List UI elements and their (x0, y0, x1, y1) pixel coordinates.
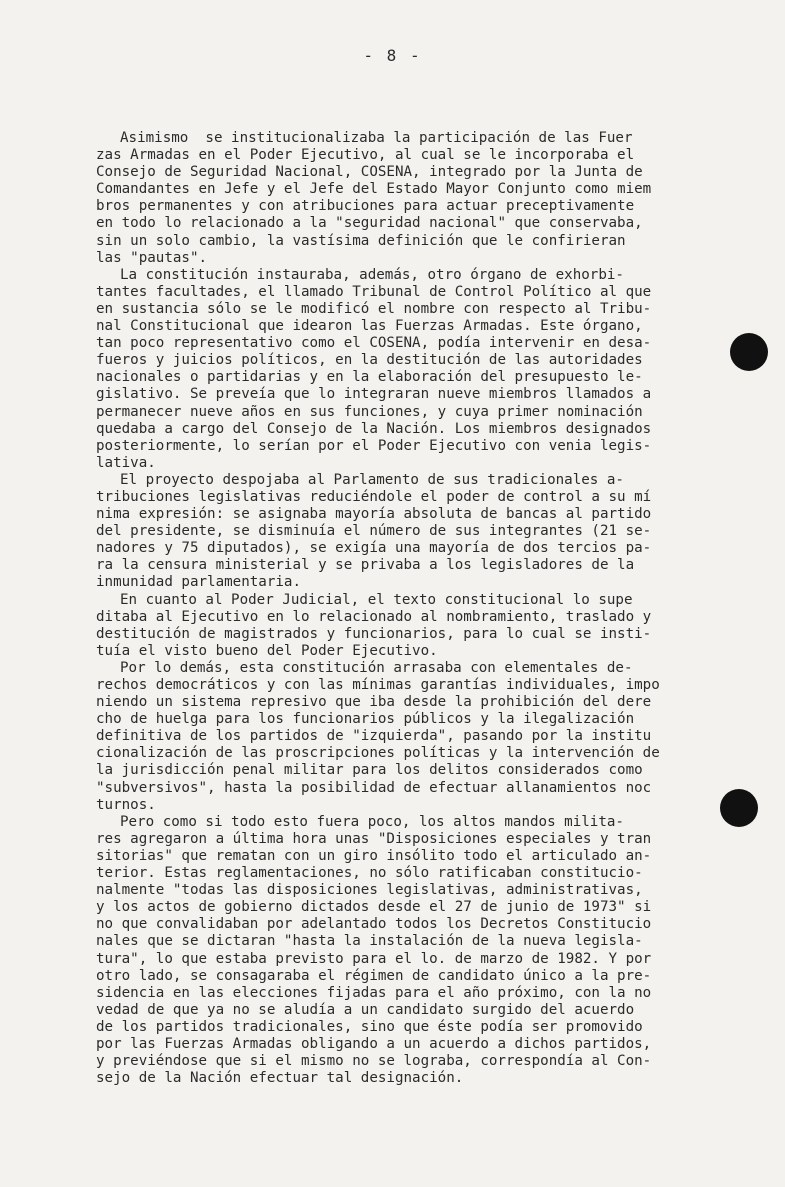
text-line: "subversivos", hasta la posibilidad de efectuar allanamientos noc (96, 779, 652, 796)
text-line: nadores y 75 diputados), se exigía una mayoría de dos tercios pa- (96, 540, 652, 557)
body-text (96, 130, 736, 1087)
text-line: rechos democráticos y con las mínimas garantías individuales, impo (96, 677, 660, 693)
text-line: nacionales o partidarias y en la elaboración del presupuesto le- (96, 369, 643, 386)
text-line: la jurisdicción penal militar para los delitos considerados como (96, 762, 643, 779)
text-line: ra la censura ministerial y se privaba a los legisladores de la (96, 557, 635, 574)
text-line: nima expresión: se asignaba mayoría absoluta de bancas al partido (96, 506, 652, 523)
text-line: sitorias" que rematan con un giro insólito todo el articulado an- (96, 847, 652, 864)
text-line: otro lado, se consagaraba el régimen de candidato único a la pre- (96, 967, 652, 984)
text-line: nal Constitucional que idearon las Fuerzas Armadas. Este órgano, (96, 318, 643, 335)
text-line: sin un solo cambio, la vastísima definición que le confirieran (96, 232, 626, 249)
text-line: nales que se dictaran "hasta la instalación de la nueva legisla- (96, 933, 643, 950)
text-line: vedad de que ya no se aludía a un candidato surgido del acuerdo (96, 1001, 635, 1018)
text-line: La constitución instauraba, además, otro órgano de exhorbi- (120, 266, 624, 283)
text-line: Asimismo se institucionalizaba la participación de las Fuer (120, 130, 633, 146)
text-line: ditaba al Ejecutivo en lo relacionado al nombramiento, traslado y (96, 608, 652, 625)
text-line: de los partidos tradicionales, sino que éste podía ser promovido (96, 1018, 643, 1035)
text-line: terior. Estas reglamentaciones, no sólo ratificaban constitucio- (96, 865, 643, 882)
text-line: bros permanentes y con atribuciones para actuar preceptivamente (96, 198, 635, 215)
page-number: - 8 - (363, 46, 422, 65)
text-line: y previéndose que si el mismo no se lograba, correspondía al Con- (96, 1053, 652, 1070)
text-line: tuía el visto bueno del Poder Ejecutivo. (96, 642, 438, 659)
text-line: El proyecto despojaba al Parlamento de sus tradicionales a- (120, 471, 624, 488)
text-line: y los actos de gobierno dictados desde el 27 de junio de 1973" si (96, 899, 652, 916)
text-line: quedaba a cargo del Consejo de la Nación. Los miembros designados (96, 420, 652, 437)
text-line: en sustancia sólo se le modificó el nombre con respecto al Tribu- (96, 300, 652, 317)
text-line: Consejo de Seguridad Nacional, COSENA, integrado por la Junta de (96, 164, 643, 181)
text-line: tantes facultades, el llamado Tribunal de Control Político al que (96, 283, 652, 300)
text-line: fueros y juicios políticos, en la destitución de las autoridades (96, 352, 643, 369)
text-line: zas Armadas en el Poder Ejecutivo, al cual se le incorporaba el (96, 147, 635, 164)
text-line: nalmente "todas las disposiciones legislativas, administrativas, (96, 882, 643, 899)
text-line: Comandantes en Jefe y el Jefe del Estado Mayor Conjunto como miem (96, 181, 652, 198)
text-line: posteriormente, lo serían por el Poder Ejecutivo con venia legis- (96, 437, 652, 454)
text-line: no que convalidaban por adelantado todos los Decretos Constitucio (96, 916, 652, 933)
text-line: niendo un sistema represivo que iba desde la prohibición del dere (96, 694, 652, 711)
text-line: gislativo. Se preveía que lo integraran nueve miembros llamados a (96, 386, 652, 403)
text-line: En cuanto al Poder Judicial, el texto constitucional lo supe (120, 591, 633, 608)
text-line: sejo de la Nación efectuar tal designación. (96, 1070, 464, 1087)
text-line: destitución de magistrados y funcionarios, para lo cual se insti- (96, 625, 652, 642)
text-line: en todo lo relacionado a la "seguridad nacional" que conservaba, (96, 215, 643, 232)
text-line: turnos. (96, 796, 156, 813)
text-line: permanecer nueve años en sus funciones, y cuya primer nominación (96, 403, 643, 420)
text-line: Pero como si todo esto fuera poco, los altos mandos milita- (120, 813, 624, 830)
text-line: por las Fuerzas Armadas obligando a un acuerdo a dichos partidos, (96, 1035, 652, 1052)
text-line: inmunidad parlamentaria. (96, 574, 301, 591)
text-line: tura", lo que estaba previsto para el lo. de marzo de 1982. Y por (96, 950, 652, 967)
text-line: las "pautas". (96, 249, 208, 266)
text-line: cionalización de las proscripciones políticas y la intervención de (96, 745, 660, 762)
text-line: tribuciones legislativas reduciéndole el poder de control a su mí (96, 488, 652, 505)
punch-hole (720, 789, 758, 827)
text-line: Por lo demás, esta constitución arrasaba con elementales de- (120, 659, 633, 676)
text-line: res agregaron a última hora unas "Disposiciones especiales y tran (96, 830, 652, 847)
text-line: sidencia en las elecciones fijadas para el año próximo, con la no (96, 984, 652, 1001)
text-line: cho de huelga para los funcionarios públicos y la ilegalización (96, 711, 635, 728)
punch-hole (730, 333, 768, 371)
text-line: lativa. (96, 454, 156, 471)
text-line: del presidente, se disminuía el número de sus integrantes (21 se- (96, 523, 652, 540)
text-line: tan poco representativo como el COSENA, podía intervenir en desa- (96, 335, 652, 352)
text-line: definitiva de los partidos de "izquierda", pasando por la institu (96, 728, 652, 745)
